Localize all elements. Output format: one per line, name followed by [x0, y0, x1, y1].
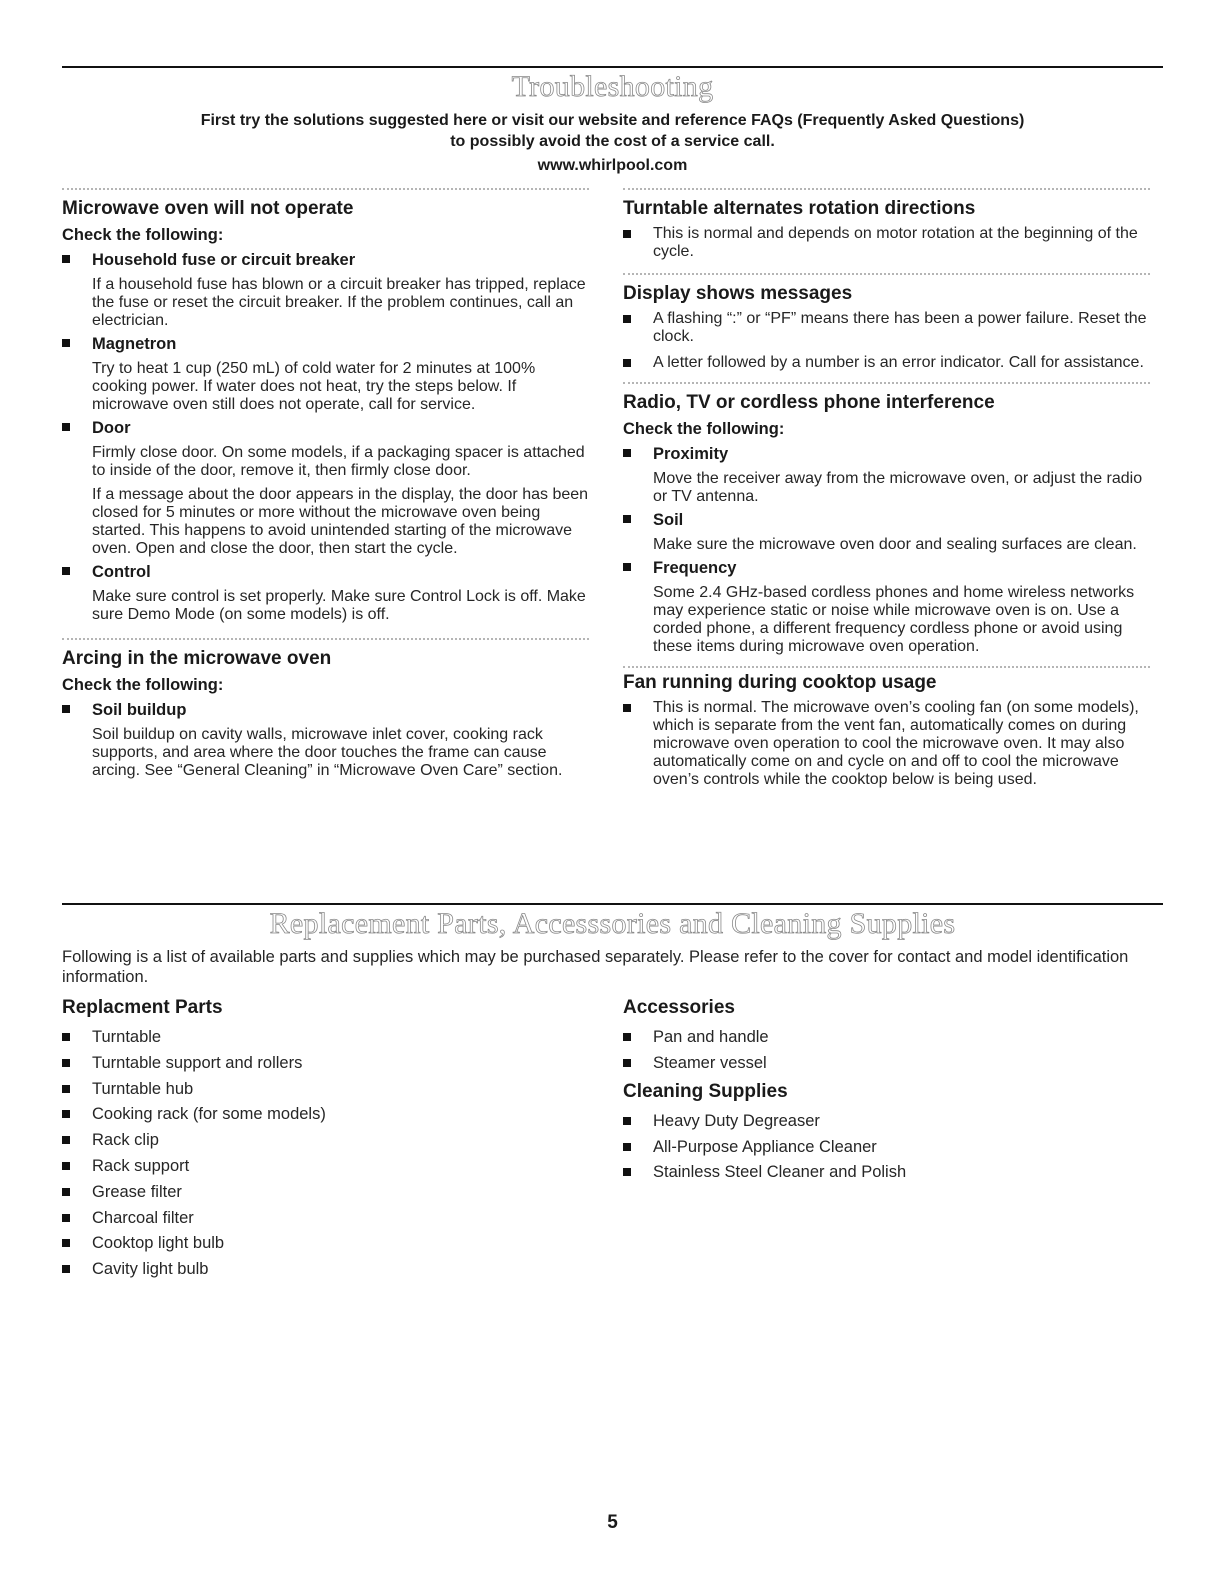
list-item-label: Rack clip — [92, 1131, 159, 1150]
troubleshooting-title: Troubleshooting — [511, 70, 714, 103]
replacement-intro: Following is a list of available parts and supplies which may be purchased separately. Please refer to the cover for contact and model identification information. — [62, 948, 1129, 986]
list-item-label: Heavy Duty Degreaser — [653, 1111, 820, 1130]
bullet-icon — [62, 705, 70, 713]
not-operate-section — [62, 198, 589, 624]
bullet-icon — [623, 1117, 631, 1125]
bullet-icon — [623, 359, 631, 367]
bullet-icon — [62, 1085, 70, 1093]
item-text: Some 2.4 GHz-based cordless phones and home wireless networks may experience static or noise while microwave oven is on. Use a corded phone, a different frequency cordless phone or avoid using these items during microwave oven operation. — [653, 584, 1135, 655]
parts-column — [62, 997, 582, 1285]
intro-line-1: First try the solutions suggested here or visit our website and reference FAQs (Frequently Asked Questions) — [200, 112, 1025, 129]
item-text: If a household fuse has blown or a circuit breaker has tripped, replace the fuse or reset the circuit breaker. If the problem continues, call an electrician. — [92, 276, 586, 329]
list-item — [62, 1182, 582, 1202]
item-text: Move the receiver away from the microwave oven, or adjust the radio or TV antenna. — [653, 470, 1143, 505]
cleaning-list — [623, 1111, 1150, 1183]
divider — [623, 666, 1150, 670]
list-item — [623, 1027, 1150, 1047]
intro-line-2: to possibly avoid the cost of a service call. — [450, 133, 775, 150]
top-rule — [62, 66, 1163, 68]
turntable-section — [623, 198, 1150, 261]
section-heading: Arcing in the microwave oven — [62, 648, 332, 669]
list-item — [62, 700, 589, 780]
arcing-section — [62, 648, 589, 780]
divider — [623, 273, 1150, 277]
parts-heading: Replacment Parts — [62, 997, 223, 1018]
list-item — [623, 1137, 1150, 1157]
replacement-title: Replacement Parts, Accesssories and Cleaning Supplies — [269, 907, 956, 940]
list-item-label: Steamer vessel — [653, 1053, 767, 1072]
list-item — [62, 1104, 582, 1124]
bullet-icon — [62, 1265, 70, 1273]
list-item-label: Turntable — [92, 1028, 162, 1046]
bullet-icon — [623, 704, 631, 712]
divider — [62, 188, 589, 192]
right-column — [623, 188, 1150, 797]
list-item — [623, 510, 1150, 554]
bullet-icon — [62, 1110, 70, 1118]
list-item — [623, 1111, 1150, 1131]
divider — [623, 382, 1150, 386]
bullet-icon — [62, 1033, 70, 1041]
bullet-icon — [62, 339, 70, 347]
section-heading: Turntable alternates rotation directions — [623, 198, 976, 219]
item-label: Household fuse or circuit breaker — [92, 251, 356, 269]
list-item-label: Turntable hub — [92, 1079, 194, 1098]
item-label: Control — [92, 563, 151, 581]
item-text: This is normal. The microwave oven’s cooling fan (on some models), which is separate from the vent fan, automatically comes on during microwave oven operation to cool the microwave oven. It may also automatically come on and cycle on and off to cool the microwave oven’s controls while the cooktop below is being used. — [653, 699, 1139, 788]
list-item — [62, 1156, 582, 1176]
cleaning-heading: Cleaning Supplies — [623, 1080, 788, 1102]
check-label: Check the following: — [62, 676, 224, 694]
list-item — [62, 1079, 582, 1099]
list-item-label: Turntable support and rollers — [92, 1053, 303, 1072]
list-item — [623, 444, 1150, 506]
divider — [62, 638, 589, 642]
list-item — [623, 699, 1150, 789]
bullet-icon — [623, 449, 631, 457]
bullet-icon — [62, 423, 70, 431]
list-item-label: All-Purpose Appliance Cleaner — [653, 1137, 877, 1156]
bullet-icon — [62, 255, 70, 263]
bullet-icon — [623, 515, 631, 523]
list-item — [62, 1259, 582, 1279]
list-item — [62, 1027, 582, 1047]
bullet-icon — [62, 1239, 70, 1247]
bullet-icon — [623, 1168, 631, 1176]
section-heading: Fan running during cooktop usage — [623, 672, 937, 693]
list-item — [62, 334, 589, 414]
list-item-label: Stainless Steel Cleaner and Polish — [653, 1163, 907, 1182]
item-text: Firmly close door. On some models, if a packaging spacer is attached to inside of the door, remove it, then firmly close door. — [92, 444, 585, 479]
bullet-icon — [623, 315, 631, 323]
accessories-list — [623, 1027, 1150, 1073]
list-item — [62, 250, 589, 330]
list-item-label: Cooking rack (for some models) — [92, 1105, 326, 1124]
list-item — [62, 418, 589, 558]
list-item-label: Cooktop light bulb — [92, 1234, 225, 1253]
left-column — [62, 188, 589, 786]
list-item — [623, 1162, 1150, 1182]
item-label: Soil buildup — [92, 701, 187, 719]
bullet-icon — [623, 563, 631, 571]
website-link[interactable]: www.whirlpool.com — [537, 157, 688, 174]
list-item — [62, 1233, 582, 1253]
list-item — [62, 1130, 582, 1150]
item-text: Soil buildup on cavity walls, microwave inlet cover, cooking rack supports, and area where the door touches the frame can cause arcing. See “General Cleaning” in “Microwave Oven Care” section. — [92, 726, 563, 779]
list-item — [62, 562, 589, 624]
parts-list — [62, 1027, 582, 1279]
accessories-heading: Accessories — [623, 997, 735, 1018]
list-item-label: Charcoal filter — [92, 1208, 194, 1227]
bullet-icon — [62, 1214, 70, 1222]
check-label: Check the following: — [62, 226, 224, 244]
display-section — [623, 283, 1150, 372]
item-text: Make sure control is set properly. Make sure Control Lock is off. Make sure Demo Mode (on some models) is off. — [92, 588, 586, 623]
list-item-label: Cavity light bulb — [92, 1260, 209, 1279]
list-item — [623, 1053, 1150, 1073]
bullet-icon — [623, 1059, 631, 1067]
bullet-icon — [62, 1136, 70, 1144]
item-label: Frequency — [653, 559, 737, 577]
interference-section — [623, 392, 1150, 656]
page-number: 5 — [607, 1512, 618, 1533]
item-text: Try to heat 1 cup (250 mL) of cold water for 2 minutes at 100% cooking power. If water does not heat, try the steps below. If microwave oven still does not operate, call for service. — [92, 360, 536, 413]
list-item — [623, 310, 1150, 346]
bullet-icon — [62, 567, 70, 575]
item-text: A flashing “:” or “PF” means there has been a power failure. Reset the clock. — [653, 310, 1147, 345]
item-label: Proximity — [653, 445, 729, 463]
item-label: Magnetron — [92, 335, 177, 353]
list-item — [623, 558, 1150, 656]
list-item — [623, 354, 1150, 372]
fan-section — [623, 672, 1150, 789]
item-text: If a message about the door appears in the display, the door has been closed for 5 minutes or more without the microwave oven being started. This happens to avoid unintended starting of the microwave oven. Open and close the door, then start the cycle. — [92, 486, 589, 557]
bullet-icon — [623, 1143, 631, 1151]
item-label: Soil — [653, 511, 684, 529]
item-text: A letter followed by a number is an error indicator. Call for assistance. — [653, 354, 1144, 371]
bullet-icon — [62, 1059, 70, 1067]
item-label: Door — [92, 419, 131, 437]
accessories-column — [623, 997, 1150, 1188]
item-text: Make sure the microwave oven door and sealing surfaces are clean. — [653, 536, 1137, 553]
bullet-icon — [623, 230, 631, 238]
list-item-label: Pan and handle — [653, 1028, 769, 1046]
list-item-label: Grease filter — [92, 1182, 182, 1201]
list-item — [62, 1053, 582, 1073]
item-text: This is normal and depends on motor rotation at the beginning of the cycle. — [653, 225, 1138, 260]
divider — [623, 188, 1150, 192]
list-item — [62, 1208, 582, 1228]
check-label: Check the following: — [623, 420, 785, 438]
bullet-icon — [623, 1033, 631, 1041]
bullet-icon — [62, 1162, 70, 1170]
list-item — [623, 225, 1150, 261]
section-heading: Radio, TV or cordless phone interference — [623, 392, 995, 413]
section-heading: Microwave oven will not operate — [62, 198, 354, 219]
list-item-label: Rack support — [92, 1156, 190, 1175]
section-heading: Display shows messages — [623, 283, 853, 304]
section-rule — [62, 903, 1163, 905]
bullet-icon — [62, 1188, 70, 1196]
